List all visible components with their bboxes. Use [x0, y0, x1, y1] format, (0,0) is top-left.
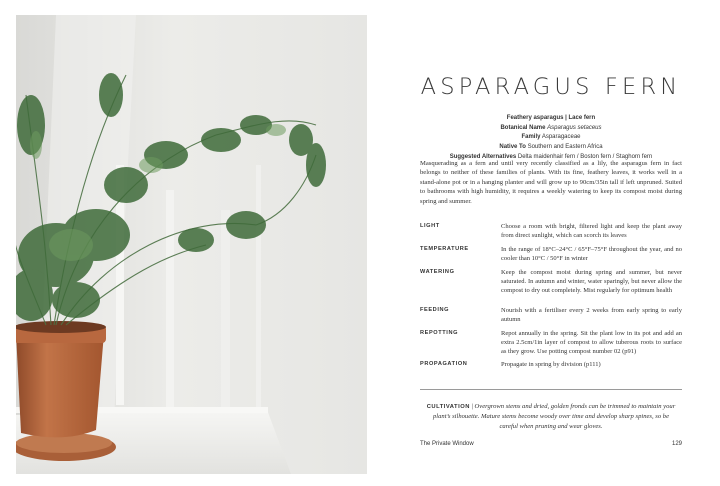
- common-names-value: Feathery asparagus | Lace fern: [506, 115, 596, 121]
- running-footer: The Private Window: [420, 441, 474, 447]
- cultivation-note: [426, 402, 676, 431]
- native-to: [420, 143, 682, 153]
- care-label: PROPAGATION: [420, 361, 468, 367]
- botanical-name: [420, 124, 682, 134]
- care-label: TEMPERATURE: [420, 246, 469, 252]
- botanical-name-label: Botanical Name: [500, 124, 546, 131]
- care-label: LIGHT: [420, 223, 440, 229]
- suggested-alternatives-label: Suggested Alternatives: [449, 153, 517, 160]
- cultivation-text: Overgrown stems and dried, golden fronds can be trimmed to maintain your plant’s silhouette. Mature stems become woody over time and develop sharp spines, so be careful when pruning and wear gloves.: [432, 403, 676, 430]
- family: [420, 133, 682, 143]
- plant-meta: [420, 114, 682, 163]
- care-label: FEEDING: [420, 307, 450, 313]
- text-page: [420, 0, 682, 486]
- botanical-name-value: Asparagus setaceus: [547, 124, 602, 131]
- care-text: Propagate in spring by division (p111): [501, 361, 601, 368]
- care-text: Nourish with a fertiliser every 2 weeks from early spring to early autumn: [501, 307, 682, 324]
- care-text: Keep the compost moist during spring and summer, but never saturated. In autumn and winter, water sparingly, but never allow the compost to dry out completely. Mist regularly for optimum health: [501, 269, 682, 295]
- intro-paragraph: Masquerading as a fern and until very recently classified as a lily, the asparagus fern in fact belongs to neither of these families of plants. With its fine, feathery leaves, it works well in a stand-alone pot or in a hanging planter and will grow up to 90cm/35in tall if left unpruned. Suited to bathrooms with high humidity, it requires a weekly watering to keep its compost moist during spring and summer.: [420, 160, 682, 205]
- page-title: ASPARAGUS FERN: [420, 74, 682, 100]
- care-text: Repot annually in the spring. Sit the plant low in its pot and add an extra 2.5cm/1in layer of compost to allow tuberous roots to surface as they grow. Use potting compost number 02 (p91): [501, 330, 682, 356]
- native-to-value: Southern and Eastern Africa: [527, 144, 603, 151]
- care-text: Choose a room with bright, filtered light and keep the plant away from direct sunlight, which can scorch its leaves: [501, 223, 682, 240]
- cultivation-separator: |: [471, 403, 473, 410]
- divider: [420, 389, 682, 390]
- care-text: In the range of 18°C–24°C / 65°F–75°F throughout the year, and no cooler than 10°C / 50°F in winter: [501, 246, 682, 263]
- care-label: WATERING: [420, 269, 455, 275]
- asparagus-fern-image: [16, 15, 367, 474]
- suggested-alternatives-value: Delta maidenhair fern / Boston fern / Staghorn fern: [517, 153, 653, 160]
- plant-photo: [16, 15, 367, 474]
- page-number: 129: [671, 441, 682, 447]
- native-to-label: Native To: [499, 144, 526, 151]
- cultivation-label: CULTIVATION: [426, 404, 470, 410]
- family-value: Asparagaceae: [541, 134, 581, 141]
- family-label: Family: [521, 134, 541, 141]
- common-names: [420, 114, 682, 124]
- care-label: REPOTTING: [420, 330, 459, 336]
